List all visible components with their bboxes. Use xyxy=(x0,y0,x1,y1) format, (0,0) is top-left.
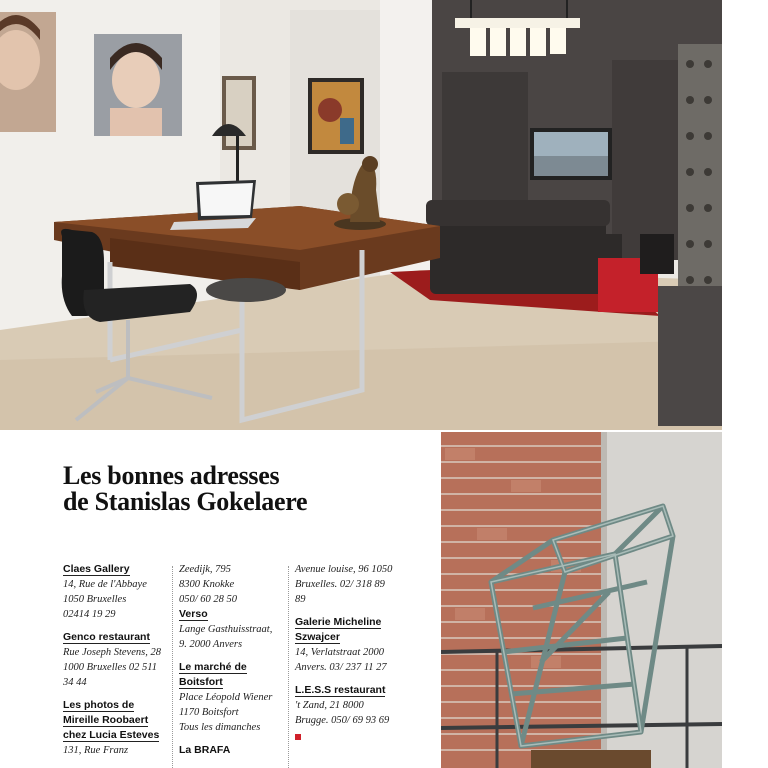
end-mark-icon xyxy=(295,734,301,740)
address-column-3 xyxy=(295,562,407,745)
listing-verso xyxy=(179,607,289,652)
listing-name: Verso xyxy=(179,608,208,620)
listing-address: 14, Verlatstraat 2000 xyxy=(295,647,384,658)
heading-line-2: de Stanislas Gokelaere xyxy=(63,487,308,516)
listing-name: Les photos de xyxy=(63,699,135,711)
listing-genco-restaurant xyxy=(63,630,173,690)
listing-address: 9. 2000 Anvers xyxy=(179,639,243,650)
address-column-1 xyxy=(63,562,173,758)
listing-name: La BRAFA xyxy=(179,744,231,756)
heading-line-1: Les bonnes adresses xyxy=(63,461,280,490)
listing-claes-gallery xyxy=(63,562,173,622)
listing-address: 131, Rue Franz xyxy=(63,745,129,756)
address-column-2 xyxy=(179,562,289,758)
listing-address: 1000 Bruxelles 02 511 xyxy=(63,662,157,673)
listing-name: L.E.S.S restaurant xyxy=(295,684,386,696)
listing-address: 't Zand, 21 8000 xyxy=(295,700,364,711)
listing-address: Anvers. 03/ 237 11 27 xyxy=(295,662,387,673)
listing-address: Zeedijk, 795 xyxy=(179,564,231,575)
listing-address: 8300 Knokke xyxy=(179,579,235,590)
listing-address: Avenue louise, 96 1050 xyxy=(295,564,393,575)
listing-name: Boitsfort xyxy=(179,676,223,688)
listing-galerie-micheline xyxy=(295,615,407,675)
listing-address: Brugge. 050/ 69 93 69 xyxy=(295,715,390,726)
listing-name: chez Lucia Esteves xyxy=(63,729,160,741)
listing-hours: Tous les dimanches xyxy=(179,722,261,733)
listing-phone: 050/ 60 28 50 xyxy=(179,594,238,605)
listing-address: 1050 Bruxelles xyxy=(63,594,127,605)
page-margin xyxy=(722,0,768,768)
listing-phone: 02414 19 29 xyxy=(63,609,116,620)
listing-name: Szwajcer xyxy=(295,631,340,643)
listing-continued xyxy=(179,562,289,607)
listing-address: 1170 Boitsfort xyxy=(179,707,239,718)
listing-name: Le marché de xyxy=(179,661,247,673)
article-heading xyxy=(63,463,433,515)
listing-address: Place Léopold Wiener xyxy=(179,692,273,703)
sculpture-photo xyxy=(441,432,722,768)
listing-address: Rue Joseph Stevens, 28 xyxy=(63,647,161,658)
listing-continued xyxy=(295,562,407,607)
listing-address: 14, Rue de l'Abbaye xyxy=(63,579,147,590)
listing-name: Claes Gallery xyxy=(63,563,130,575)
listing-phone: 89 xyxy=(295,594,306,605)
listing-photos-roobaert xyxy=(63,698,173,758)
listing-name: Genco restaurant xyxy=(63,631,150,643)
listing-marche-boitsfort xyxy=(179,660,289,735)
listing-name: Mireille Roobaert xyxy=(63,714,149,726)
listing-less-restaurant xyxy=(295,683,407,745)
listing-phone: 34 44 xyxy=(63,677,87,688)
listing-brafa xyxy=(179,743,289,758)
listing-address: Bruxelles. 02/ 318 89 xyxy=(295,579,385,590)
listing-address: Lange Gasthuisstraat, xyxy=(179,624,273,635)
listing-name: Galerie Micheline xyxy=(295,616,382,628)
